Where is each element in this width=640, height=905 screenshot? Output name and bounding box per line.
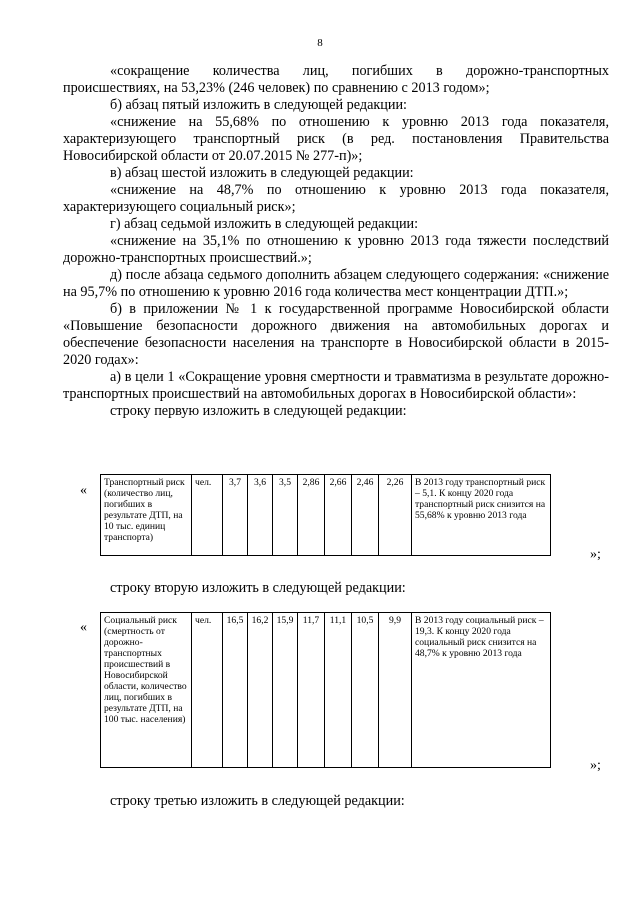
unit-cell: чел. [192,613,223,768]
paragraph: «снижение на 35,1% по отношению к уровню 2013 года тяжести последствий дорожно-транспортных происшествий.»; [63,233,609,266]
value-cell: 15,9 [273,613,298,768]
value-cell: 11,7 [298,613,325,768]
paragraph: строку вторую изложить в следующей редакции: [110,580,406,596]
note-cell: В 2013 году транспортный риск – 5,1. К концу 2020 года транспортный риск снизится на 55,68% к уровню 2013 года [412,475,551,556]
value-cell: 16,5 [223,613,248,768]
value-cell: 16,2 [248,613,273,768]
paragraph: «сокращение количества лиц, погибших в дорожно-транспортных происшествиях, на 53,23% (246 человек) по сравнению с 2013 годом»; [63,63,609,96]
table-row-social-risk [100,612,551,768]
quote-close: »; [590,758,601,773]
paragraph: в) абзац шестой изложить в следующей редакции: [110,165,414,181]
table-row [101,475,551,556]
value-cell: 11,1 [325,613,352,768]
paragraph: строку первую изложить в следующей редакции: [110,403,407,419]
quote-open: « [80,483,87,498]
paragraph: г) абзац седьмой изложить в следующей редакции: [110,216,419,232]
table-row-transport-risk [100,474,551,556]
value-cell: 2,46 [352,475,379,556]
line-second [63,580,609,597]
quote-close: »; [590,547,601,562]
body-text [63,63,609,420]
paragraph: «снижение на 48,7% по отношению к уровню 2013 года показателя, характеризующего социальный риск»; [63,182,609,215]
value-cell: 9,9 [379,613,412,768]
note-cell: В 2013 году социальный риск – 19,3. К концу 2020 года социальный риск снизится на 48,7% к уровню 2013 года [412,613,551,768]
value-cell: 2,86 [298,475,325,556]
line-third [63,793,609,810]
paragraph: а) в цели 1 «Сокращение уровня смертности и травматизма в результате дорожно-транспортных происшествий на автомобильных дорогах в Новосибирской области»: [63,369,609,402]
indicator-name: Социальный риск (смертность от дорожно-транспортных происшествий в Новосибирской области, количество лиц, погибших в результате ДТП, на 100 тыс. населения) [101,613,192,768]
page-number: 8 [317,37,323,49]
paragraph: строку третью изложить в следующей редакции: [110,793,405,809]
paragraph: «снижение на 55,68% по отношению к уровню 2013 года показателя, характеризующего транспортный риск (в ред. постановления Правительства Новосибирской области от 20.07.2015 № 277-п)»; [63,114,609,164]
value-cell: 3,6 [248,475,273,556]
table-row [101,613,551,768]
quote-open: « [80,620,87,635]
indicator-name: Транспортный риск (количество лиц, погибших в результате ДТП, на 10 тыс. единиц транспорта) [101,475,192,556]
paragraph: д) после абзаца седьмого дополнить абзацем следующего содержания: «снижение на 95,7% по отношению к уровню 2016 года количества мест концентрации ДТП.»; [63,267,609,300]
value-cell: 10,5 [352,613,379,768]
value-cell: 2,26 [379,475,412,556]
value-cell: 2,66 [325,475,352,556]
unit-cell: чел. [192,475,223,556]
paragraph: б) в приложении № 1 к государственной программе Новосибирской области «Повышение безопасности дорожного движения на автомобильных дорогах и обеспечение безопасности населения на транспорте в Новосибирской области в 2015-2020 годах»: [63,301,609,368]
paragraph: б) абзац пятый изложить в следующей редакции: [110,97,408,113]
value-cell: 3,7 [223,475,248,556]
value-cell: 3,5 [273,475,298,556]
